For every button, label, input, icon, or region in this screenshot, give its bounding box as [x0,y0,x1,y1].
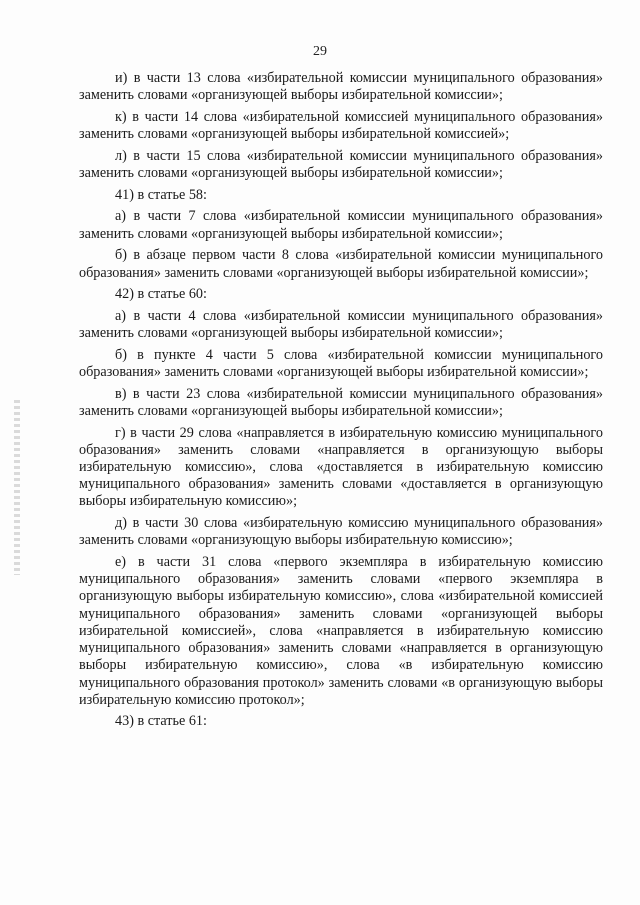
paragraph-article-60: 42) в статье 60: [115,286,207,303]
paragraph-amend-i: и) в части 13 слова «избирательной комиссии муниципального образования» заменить словами «организующей выборы избирательной комиссии»; [79,70,603,104]
paragraph-article-61: 43) в статье 61: [115,713,207,730]
paragraph-60-g: г) в части 29 слова «направляется в избирательную комиссию муниципального образования» заменить словами «направляется в организующую выборы избирательную комиссию», слова «доставляется в избирательную комиссию муниципального образования» заменить словами «доставляется в организующую выборы избирательную комиссию»; [79,424,603,510]
paragraph-article-58: 41) в статье 58: [115,186,207,203]
paragraph-60-d: д) в части 30 слова «избирательную комиссию муниципального образования» заменить словами «организующую выборы избирательную комиссию»; [79,515,603,549]
page-number: 29 [313,44,327,59]
scan-margin-mark [14,400,20,575]
paragraph-60-v: в) в части 23 слова «избирательной комиссии муниципального образования» заменить словами «организующей выборы избирательной комиссии»; [79,385,603,419]
paragraph-60-b: б) в пункте 4 части 5 слова «избирательной комиссии муниципального образования» заменить словами «организующей выборы избирательной комиссии»; [79,346,603,381]
paragraph-58-b: б) в абзаце первом части 8 слова «избирательной комиссии муниципального образования» заменить словами «организующей выборы избирательной комиссии»; [79,247,603,281]
paragraph-60-e: е) в части 31 слова «первого экземпляра в избирательную комиссию муниципального образования» заменить словами «первого экземпляра в организующую выборы избирательную комиссию», слова «избирательной комиссией муниципального образования» заменить словами «организующей выборы избирательной комиссией», слова «направляется в избирательную комиссию муниципального образования» заменить словами «направляется в организующую выборы избирательную комиссию», слова «в избирательную комиссию муниципального образования протокол» заменить словами «в организующую выборы избирательную комиссию протокол»; [79,554,603,708]
document-body [79,70,603,735]
paragraph-amend-k: к) в части 14 слова «избирательной комиссией муниципального образования» заменить словами «организующей выборы избирательной комиссией»; [79,108,603,143]
paragraph-amend-l: л) в части 15 слова «избирательной комиссии муниципального образования» заменить словами «организующей выборы избирательной комиссии»; [79,147,603,182]
paragraph-58-a: а) в части 7 слова «избирательной комиссии муниципального образования» заменить словами «организующей выборы избирательной комиссии»; [79,208,603,242]
paragraph-60-a: а) в части 4 слова «избирательной комиссии муниципального образования» заменить словами «организующей выборы избирательной комиссии»; [79,307,603,342]
